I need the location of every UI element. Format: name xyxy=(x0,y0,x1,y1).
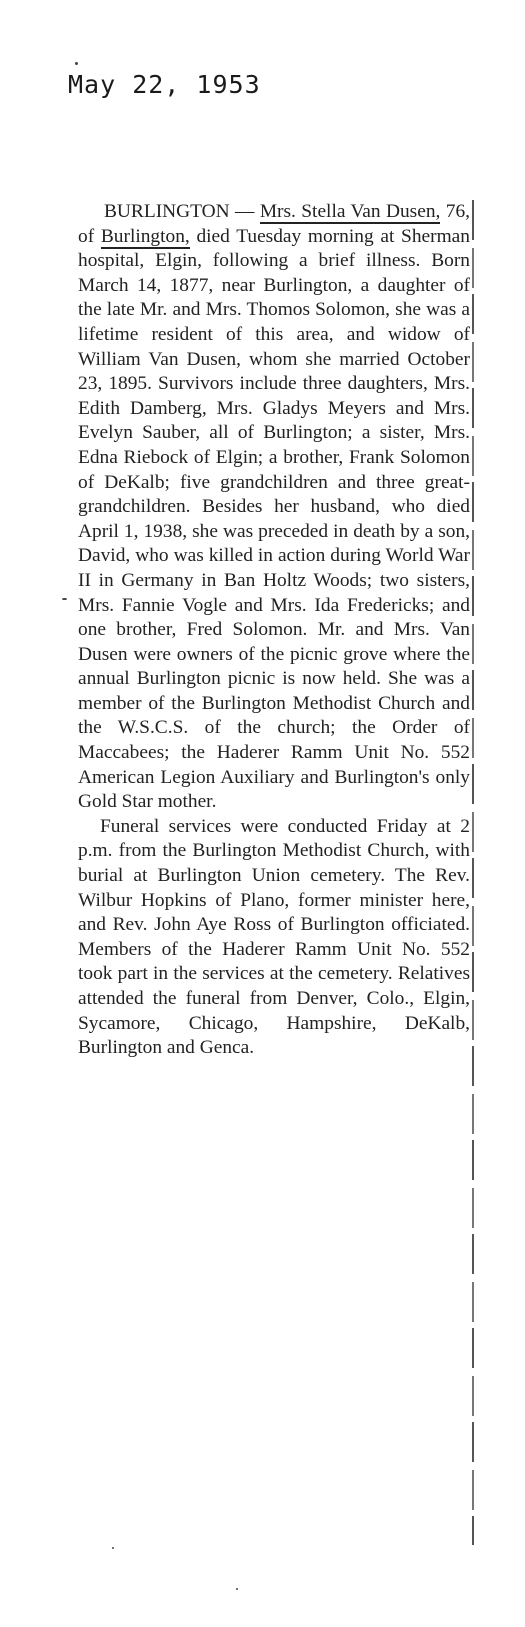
scan-speck xyxy=(62,598,67,600)
scan-speck xyxy=(112,1547,114,1549)
age-text: 76, of xyxy=(78,201,470,247)
page-date: May 22, 1953 xyxy=(68,70,261,99)
underlined-name: Mrs. Stella Van Dusen, xyxy=(259,201,441,222)
scan-speck xyxy=(236,1588,238,1590)
clipping-edge-line xyxy=(472,200,474,1545)
scan-speck xyxy=(75,62,78,65)
paragraph-1-body: died Tuesday morning at Sherman hospital, Elgin, following a brief illness. Born March 14, 1877, near Burlington, a daughter of the late Mr. and Mrs. Thomos Solomon, she was a lifetime resident of this area, and widow of William Van Dusen, whom she married October 23, 1895. Survivors include three daughters, Mrs. Edith Damberg, Mrs. Gladys Meyers and Mrs. Evelyn Sauber, all of Burlington; a sister, Mrs. Edna Riebock of Elgin; a brother, Frank Solomon of DeKalb; five grandchildren and three great-grandchildren. Besides her husband, who died April 1, 1938, she was preceded in death by a son, David, who was killed in action during World War II in Germany in Ban Holtz Woods; two sisters, Mrs. Fannie Vogle and Mrs. Ida Fredericks; and one brother, Fred Solomon. Mr. and Mrs. Van Dusen were owners of the picnic grove where the annual Burlington picnic is now held. She was a member of the Burlington Methodist Church and the W.S.C.S. of the church; the Order of Maccabees; the Haderer Ramm Unit No. 552 American Legion Auxiliary and Burlington's only Gold Star mother. xyxy=(78,225,470,813)
underlined-town: Burlington, xyxy=(100,225,190,247)
obituary-paragraph-2: Funeral services were conducted Friday at 2 p.m. from the Burlington Methodist Church, with burial at Burlington Union cemetery. The Rev. Wilbur Hopkins of Plano, former minister here, and Rev. John Aye Ross of Burlington officiated. Members of the Haderer Ramm Unit No. 552 took part in the services at the cemetery. Relatives attended the funeral from Denver, Colo., Elgin, Sycamore, Chicago, Hampshire, DeKalb, Burlington and Genca. xyxy=(78,815,470,1059)
obituary-clipping xyxy=(78,200,470,1061)
obituary-paragraph-1 xyxy=(78,200,470,815)
dateline: BURLINGTON — xyxy=(104,201,260,222)
